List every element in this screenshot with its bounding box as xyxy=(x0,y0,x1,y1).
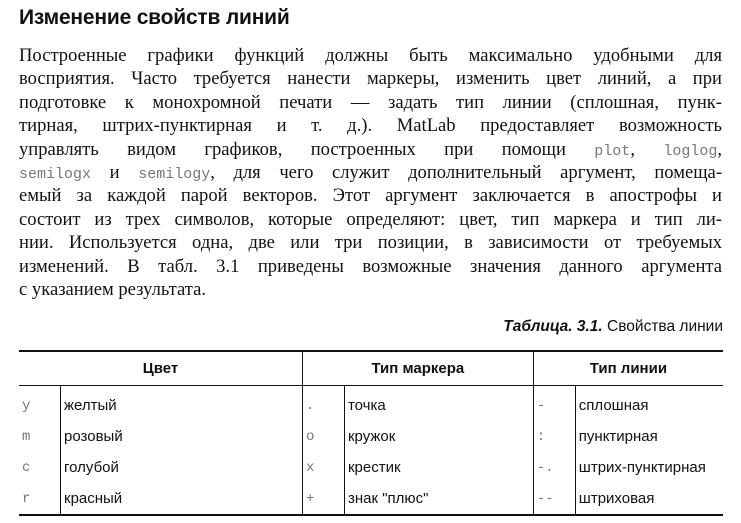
line-code: : xyxy=(533,421,575,452)
paragraph-text: , xyxy=(717,138,722,160)
color-name: желтый xyxy=(61,386,303,422)
line-code: - xyxy=(533,386,575,422)
line-name: штрих-пунктирная xyxy=(578,459,706,476)
marker-name: знак "плюс" xyxy=(344,483,533,515)
paragraph-line: восприятия. Часто требуется нанести маркеры, изменить цвет линий, а при xyxy=(19,68,722,90)
line-properties-table xyxy=(19,350,723,516)
paragraph-text: , для чего служит дополнительный аргумент, помеща- xyxy=(210,161,723,183)
body-paragraph xyxy=(19,44,722,301)
paragraph-line: подготовке к монохромной печати — задать тип линии (сплошная, пунк- xyxy=(19,91,722,113)
line-name: сплошная xyxy=(578,397,649,414)
marker-name: кружок xyxy=(344,421,533,452)
code-semilogx: semilogx xyxy=(19,165,92,183)
line-name: пунктирная xyxy=(578,428,658,445)
table-row xyxy=(19,386,723,422)
paragraph-line: нии. Используется одна, две или три позиции, в зависимости от требуемых xyxy=(19,232,722,254)
table-row xyxy=(19,421,723,452)
paragraph-line: тирная, штрих-пунктирная и т. д.). MatLab предоставляет возможность xyxy=(19,115,722,137)
color-code: y xyxy=(19,386,61,422)
marker-code: o xyxy=(302,421,344,452)
paragraph-line: емый за каждой парой векторов. Этот аргумент заключается в апострофы и xyxy=(19,185,722,207)
paragraph-line: изменений. В табл. 3.1 приведены возможные значения данного аргумента xyxy=(19,255,722,277)
table-row xyxy=(19,483,723,515)
color-name: розовый xyxy=(61,421,303,452)
table-row xyxy=(19,452,723,483)
line-code: -. xyxy=(533,452,575,483)
code-plot: plot xyxy=(594,142,631,160)
marker-code: x xyxy=(302,452,344,483)
paragraph-line xyxy=(19,161,722,184)
paragraph-text: , xyxy=(630,138,635,160)
marker-code: . xyxy=(302,386,344,422)
paragraph-text: и xyxy=(109,161,120,183)
code-loglog: loglog xyxy=(663,142,718,160)
table-caption xyxy=(503,318,723,336)
paragraph-line: с указанием результата. xyxy=(19,278,207,300)
color-name: голубой xyxy=(61,452,303,483)
color-code: m xyxy=(19,421,61,452)
color-code: c xyxy=(19,452,61,483)
table-header-row xyxy=(19,351,723,386)
section-heading: Изменение свойств линий xyxy=(19,6,290,29)
header-color: Цвет xyxy=(19,351,302,386)
paragraph-text: управлять видом графиков, построенных при помощи xyxy=(19,138,566,160)
header-marker: Тип маркера xyxy=(302,351,533,386)
header-line-type: Тип линии xyxy=(533,351,723,386)
line-code: -- xyxy=(533,483,575,515)
paragraph-line: Построенные графики функций должны быть максимально удобными для xyxy=(19,45,722,66)
marker-name: точка xyxy=(344,386,533,422)
code-semilogy: semilogy xyxy=(138,165,211,183)
caption-text: Свойства линии xyxy=(607,318,723,335)
marker-name: крестик xyxy=(344,452,533,483)
marker-code: + xyxy=(302,483,344,515)
paragraph-line: состоит из трех символов, которые определяют: цвет, тип маркера и тип ли- xyxy=(19,208,722,230)
line-name: штриховая xyxy=(578,490,655,507)
paragraph-line xyxy=(19,138,722,161)
color-name: красный xyxy=(61,483,303,515)
color-code: r xyxy=(19,483,61,515)
caption-label: Таблица. 3.1. xyxy=(503,318,603,335)
